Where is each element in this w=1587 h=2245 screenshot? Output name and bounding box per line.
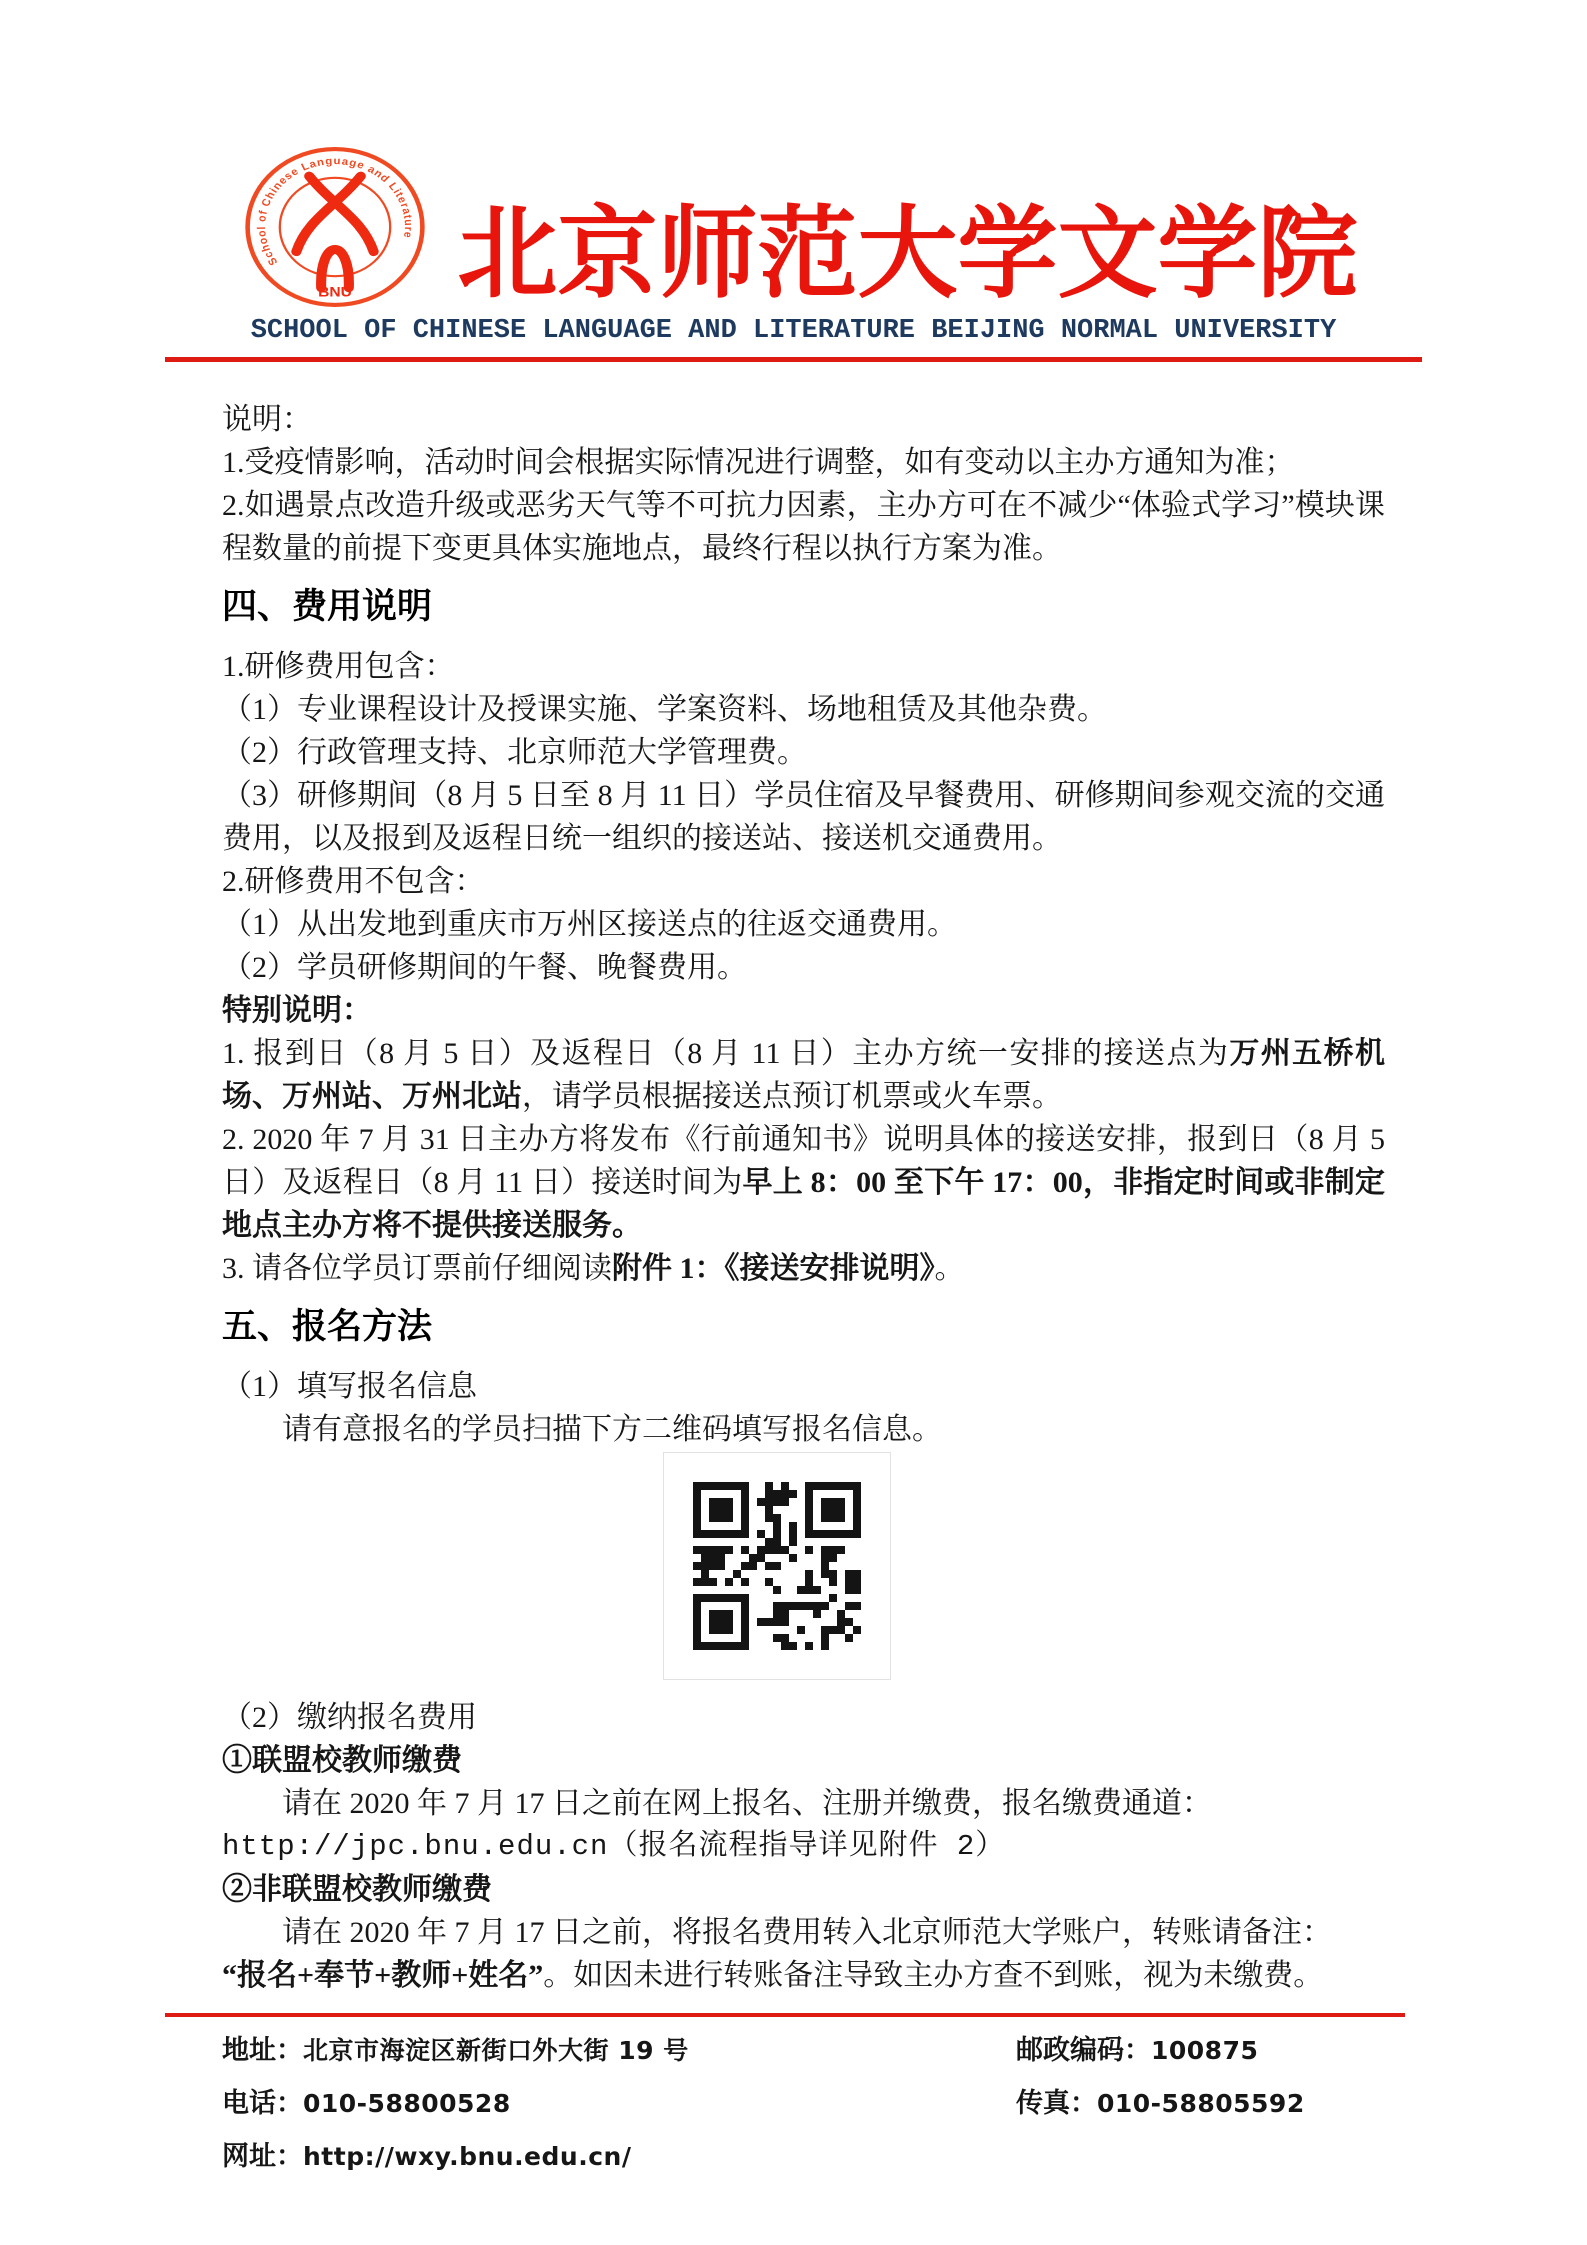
footer-row-phone xyxy=(222,2085,1402,2138)
footer-row-fax xyxy=(1016,2085,1305,2122)
fax-label: 传真： xyxy=(1016,2088,1097,2118)
school-seal-logo xyxy=(243,145,427,309)
footer-row-website xyxy=(222,2138,1402,2191)
postal-value: 100875 xyxy=(1151,2036,1259,2065)
alliance-teacher-title: ①联盟校教师缴费 xyxy=(222,1744,462,1777)
website-label: 网址： xyxy=(222,2141,303,2171)
section-heading-signup: 五、报名方法 xyxy=(222,1307,433,1346)
document-body xyxy=(222,398,1385,1997)
fee-include-label: 1.研修费用包含： xyxy=(222,650,455,683)
fee-include-item-1: （1）专业课程设计及授课实施、学案资料、场地租赁及其他杂费。 xyxy=(222,693,1107,726)
qr-code-image xyxy=(663,1452,891,1680)
phone-label: 电话： xyxy=(222,2088,303,2118)
logo-bnu-text: BNU xyxy=(318,285,352,301)
alliance-teacher-desc: 请在 2020 年 7 月 17 日之前在网上报名、注册并缴费，报名缴费通道： xyxy=(282,1787,1212,1820)
special-note-1: 1. 报到日（8 月 5 日）及返程日（8 月 11 日）主办方统一安排的接送点为万州五桥机场、万州站、万州北站，请学员根据接送点预订机票或火车票。 xyxy=(222,1037,1386,1113)
footer-contact xyxy=(222,2032,1402,2191)
logo-circle-text: School of Chinese Language and Literature xyxy=(255,155,415,268)
footer-row-address xyxy=(222,2032,1402,2085)
header-rule xyxy=(165,357,1422,362)
note-item-2: 2.如遇景点改造升级或恶劣天气等不可抗力因素，主办方可在不减少“体验式学习”模块课程数量的前提下变更具体实施地点，最终行程以执行方案为准。 xyxy=(222,489,1385,565)
section-heading-fees: 四、费用说明 xyxy=(222,587,433,626)
website-value: http://wxy.bnu.edu.cn/ xyxy=(303,2142,632,2171)
footer-rule xyxy=(165,2013,1405,2017)
phone-value: 010-58800528 xyxy=(303,2089,511,2118)
fee-exclude-item-2: （2）学员研修期间的午餐、晚餐费用。 xyxy=(222,951,747,984)
signup-step1-title: （1）填写报名信息 xyxy=(222,1370,477,1403)
fee-exclude-label: 2.研修费用不包含： xyxy=(222,865,485,898)
special-note-3: 3. 请各位学员订票前仔细阅读附件 1：《接送安排说明》。 xyxy=(222,1252,965,1285)
special-notes-label: 特别说明： xyxy=(222,994,372,1027)
school-name-chinese: 北京师范大学文学院 xyxy=(457,199,1358,310)
postal-label: 邮政编码： xyxy=(1016,2035,1151,2065)
notes-label: 说明： xyxy=(222,403,312,436)
non-alliance-teacher-desc: 请在 2020 年 7 月 17 日之前，将报名费用转入北京师范大学账户，转账请备注： xyxy=(282,1916,1332,1949)
non-alliance-teacher-title: ②非联盟校教师缴费 xyxy=(222,1873,492,1906)
signup-payment-url: http://jpc.bnu.edu.cn（报名流程指导详见附件 2） xyxy=(222,1830,1006,1863)
signup-step1-desc: 请有意报名的学员扫描下方二维码填写报名信息。 xyxy=(282,1413,942,1446)
fax-value: 010-58805592 xyxy=(1097,2089,1305,2118)
address-label: 地址： xyxy=(222,2035,303,2065)
footer-row-postal xyxy=(1016,2032,1258,2069)
address-value: 北京市海淀区新街口外大街 19 号 xyxy=(303,2036,689,2065)
note-item-1: 1.受疫情影响，活动时间会根据实际情况进行调整，如有变动以主办方通知为准； xyxy=(222,446,1295,479)
special-note-2: 2. 2020 年 7 月 31 日主办方将发布《行前通知书》说明具体的接送安排，报到日（8 月 5 日）及返程日（8 月 11 日）接送时间为早上 8：00 至下午 17：00，非指定时间或非制定地点主办方将不提供接送服务。 xyxy=(222,1123,1386,1242)
fee-exclude-item-1: （1）从出发地到重庆市万州区接送点的往返交通费用。 xyxy=(222,908,957,941)
fee-include-item-2: （2）行政管理支持、北京师范大学管理费。 xyxy=(222,736,807,769)
signup-step2-title: （2）缴纳报名费用 xyxy=(222,1701,477,1734)
fee-include-item-3: （3）研修期间（8 月 5 日至 8 月 11 日）学员住宿及早餐费用、研修期间参观交流的交通费用，以及报到及返程日统一组织的接送站、接送机交通费用。 xyxy=(222,779,1385,855)
school-name-english: SCHOOL OF CHINESE LANGUAGE AND LITERATURE BEIJING NORMAL UNIVERSITY xyxy=(250,316,1337,346)
non-alliance-transfer-note: “报名+奉节+教师+姓名”。如因未进行转账备注导致主办方查不到账，视为未缴费。 xyxy=(222,1959,1324,1992)
